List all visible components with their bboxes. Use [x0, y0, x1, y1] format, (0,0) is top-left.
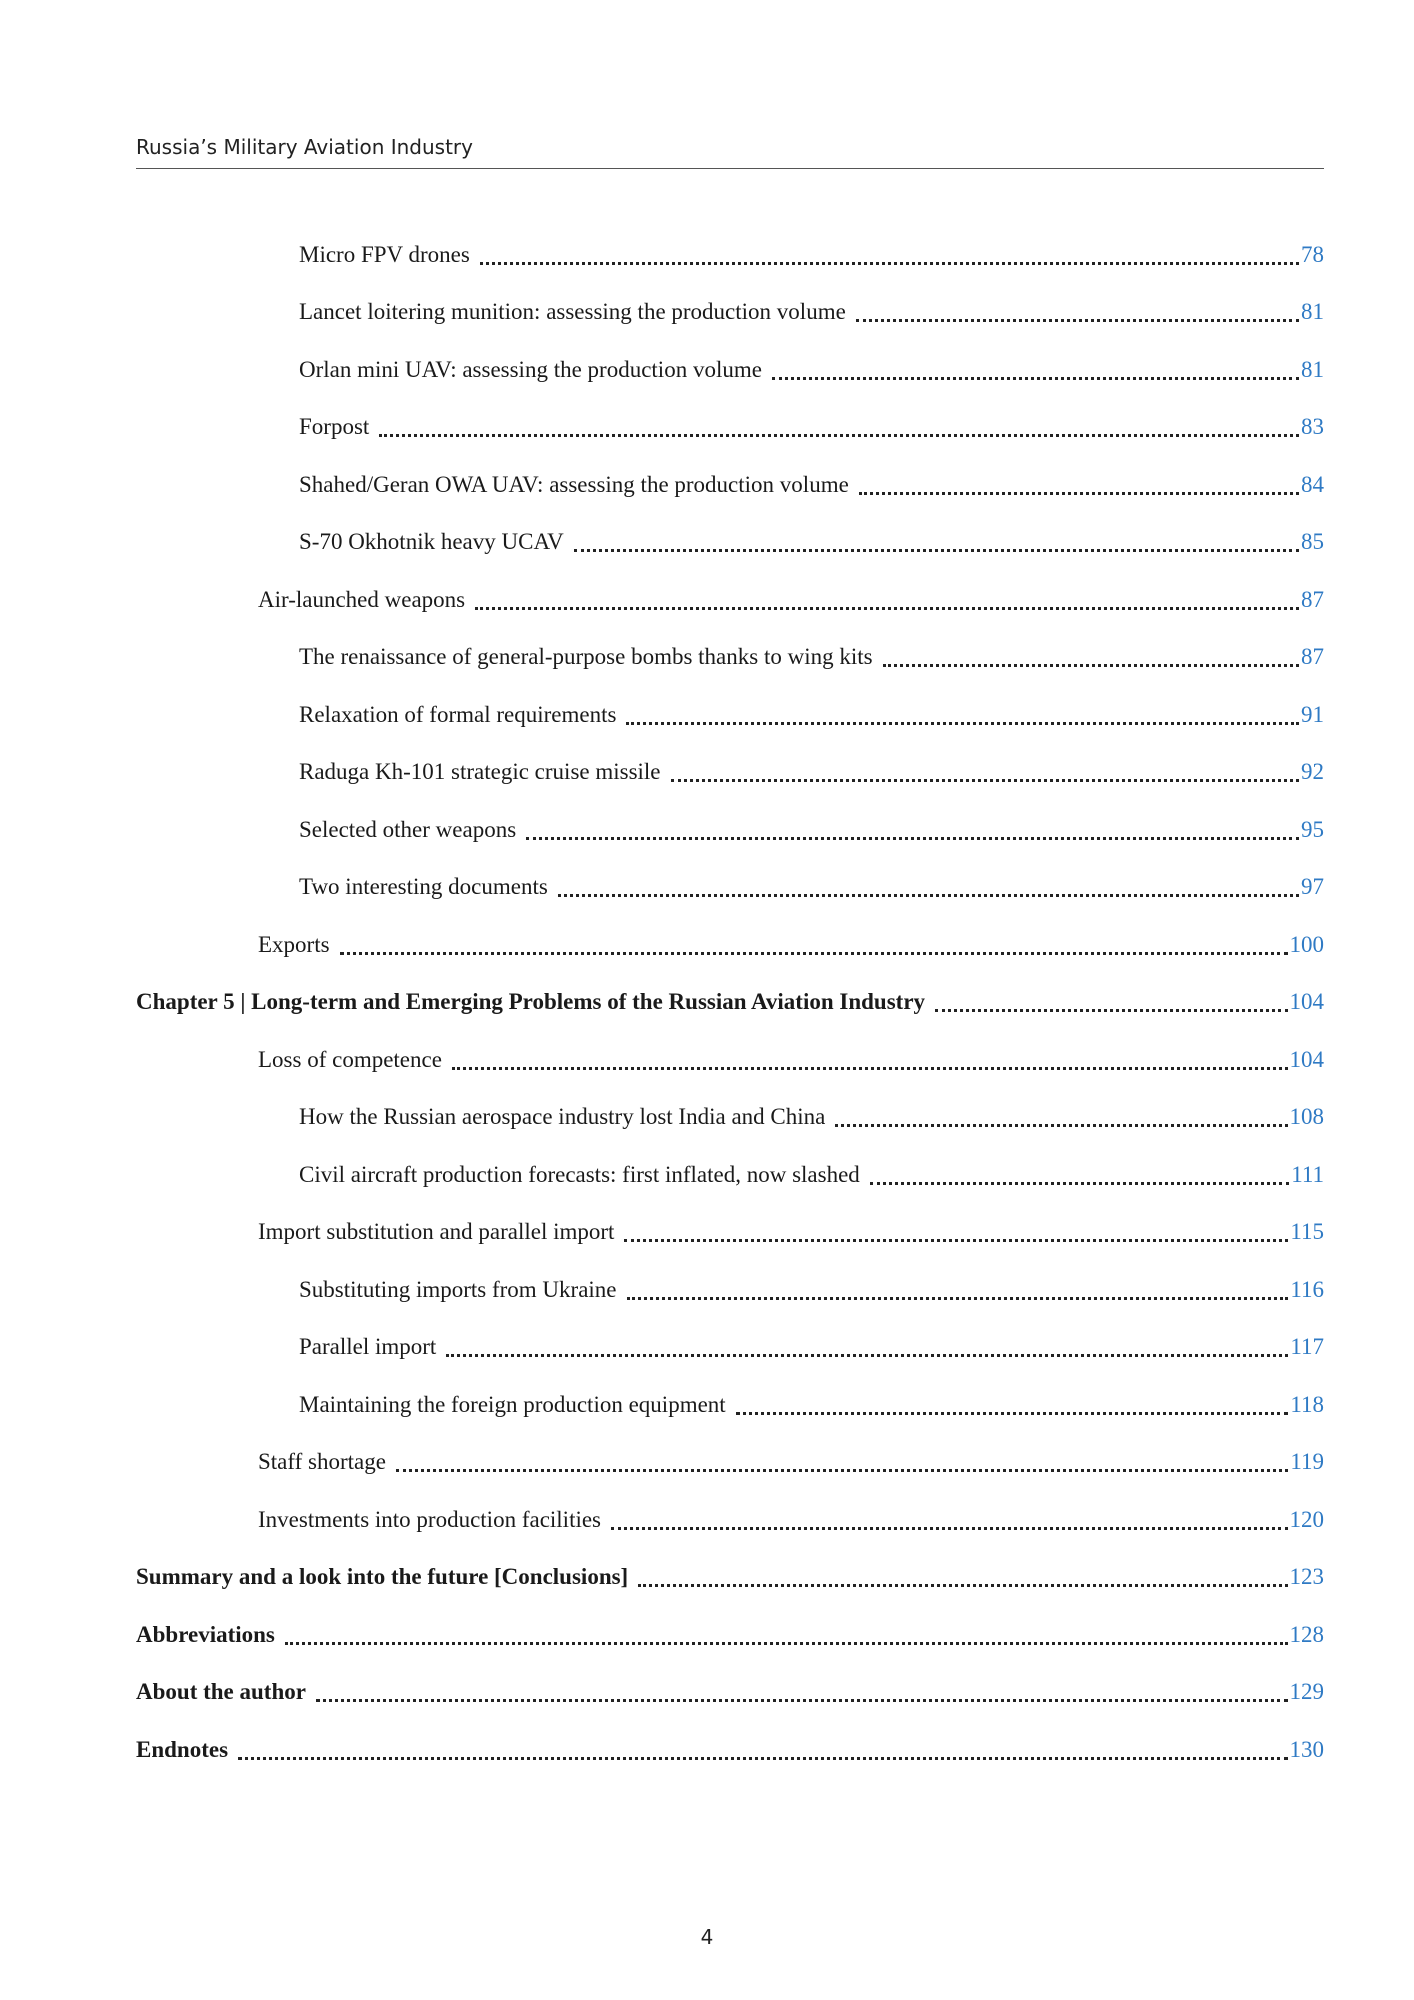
toc-entry-page-link[interactable]: 91 — [1301, 701, 1324, 727]
toc-entry-title: Summary and a look into the future [Conclusions] — [136, 1564, 629, 1590]
toc-entry-title: Substituting imports from Ukraine — [299, 1276, 617, 1302]
toc-entry[interactable] — [136, 341, 1324, 399]
toc-entry-page-link[interactable]: 129 — [1289, 1679, 1324, 1705]
toc-entry-page-link[interactable]: 108 — [1289, 1104, 1324, 1130]
toc-entry-page-link[interactable]: 115 — [1290, 1219, 1324, 1245]
toc-entry-page-link[interactable]: 85 — [1301, 529, 1324, 555]
dot-leader — [772, 376, 1299, 380]
toc-entry-page-link[interactable]: 95 — [1301, 816, 1324, 842]
dot-leader — [883, 663, 1299, 667]
toc-entry-title: Abbreviations — [136, 1621, 275, 1647]
toc-entry-title: About the author — [136, 1679, 306, 1705]
toc-entry[interactable] — [136, 744, 1324, 802]
toc-entry-title: Two interesting documents — [299, 874, 548, 900]
dot-leader — [574, 548, 1299, 552]
toc-entry[interactable] — [136, 399, 1324, 457]
dot-leader — [558, 893, 1299, 897]
toc-entry-title: Orlan mini UAV: assessing the production volume — [299, 356, 762, 382]
toc-entry-title: Lancet loitering munition: assessing the production volume — [299, 299, 846, 325]
dot-leader — [475, 606, 1299, 610]
toc-entry[interactable] — [136, 974, 1324, 1032]
toc-entry-title: Exports — [258, 931, 330, 957]
toc-entry-title: Staff shortage — [258, 1449, 386, 1475]
toc-entry-title: Relaxation of formal requirements — [299, 701, 617, 727]
toc-entry[interactable] — [136, 1376, 1324, 1434]
toc-entry-title: Selected other weapons — [299, 816, 517, 842]
dot-leader — [627, 1296, 1289, 1300]
toc-entry-page-link[interactable]: 92 — [1301, 759, 1324, 785]
dot-leader — [285, 1641, 1288, 1645]
toc-entry-page-link[interactable]: 83 — [1301, 414, 1324, 440]
toc-entry-title: Micro FPV drones — [299, 241, 470, 267]
toc-entry-title: How the Russian aerospace industry lost India and China — [299, 1104, 826, 1130]
toc-entry-title: Civil aircraft production forecasts: first inflated, now slashed — [299, 1161, 860, 1187]
dot-leader — [671, 778, 1299, 782]
toc-entry[interactable] — [136, 1204, 1324, 1262]
dot-leader — [935, 1008, 1287, 1012]
toc-entry-page-link[interactable]: 97 — [1301, 874, 1324, 900]
toc-entry[interactable] — [136, 514, 1324, 572]
toc-entry[interactable] — [136, 1664, 1324, 1722]
toc-entry-page-link[interactable]: 104 — [1289, 1046, 1324, 1072]
toc-entry-page-link[interactable]: 81 — [1301, 299, 1324, 325]
toc-entry-page-link[interactable]: 128 — [1289, 1621, 1324, 1647]
toc-entry-page-link[interactable]: 87 — [1301, 644, 1324, 670]
toc-entry[interactable] — [136, 1721, 1324, 1779]
toc-entry[interactable] — [136, 571, 1324, 629]
toc-entry[interactable] — [136, 1549, 1324, 1607]
toc-entry-page-link[interactable]: 81 — [1301, 356, 1324, 382]
dot-leader — [736, 1411, 1289, 1415]
toc-entry[interactable] — [136, 916, 1324, 974]
toc-entry-title: Chapter 5 | Long-term and Emerging Problems of the Russian Aviation Industry — [136, 989, 926, 1015]
dot-leader — [238, 1756, 1287, 1760]
dot-leader — [379, 433, 1299, 437]
toc-entry[interactable] — [136, 1434, 1324, 1492]
toc-entry-page-link[interactable]: 130 — [1289, 1736, 1324, 1762]
dot-leader — [526, 836, 1299, 840]
toc-entry-title: Raduga Kh-101 strategic cruise missile — [299, 759, 661, 785]
toc-entry-page-link[interactable]: 120 — [1289, 1506, 1324, 1532]
toc-entry-title: Import substitution and parallel import — [258, 1219, 615, 1245]
page-number: 4 — [700, 1925, 714, 1949]
toc-entry-page-link[interactable]: 111 — [1291, 1161, 1324, 1187]
toc-entry[interactable] — [136, 859, 1324, 917]
dot-leader — [452, 1066, 1288, 1070]
toc-entry-page-link[interactable]: 104 — [1289, 989, 1324, 1015]
dot-leader — [856, 318, 1299, 322]
toc-entry[interactable] — [136, 1261, 1324, 1319]
dot-leader — [396, 1468, 1288, 1472]
toc-entry-page-link[interactable]: 84 — [1301, 471, 1324, 497]
toc-entry-title: Investments into production facilities — [258, 1506, 602, 1532]
toc-entry[interactable] — [136, 801, 1324, 859]
toc-entry-title: Air-launched weapons — [258, 586, 466, 612]
dot-leader — [638, 1583, 1287, 1587]
toc-entry[interactable] — [136, 1089, 1324, 1147]
dot-leader — [340, 951, 1288, 955]
toc-entry[interactable] — [136, 284, 1324, 342]
dot-leader — [859, 491, 1299, 495]
toc-entry[interactable] — [136, 1031, 1324, 1089]
dot-leader — [626, 721, 1299, 725]
toc-entry-title: Maintaining the foreign production equipment — [299, 1391, 726, 1417]
toc-entry-page-link[interactable]: 78 — [1301, 241, 1324, 267]
dot-leader — [611, 1526, 1287, 1530]
toc-entry[interactable] — [136, 686, 1324, 744]
toc-entry-title: Forpost — [299, 414, 370, 440]
toc-entry[interactable] — [136, 1606, 1324, 1664]
dot-leader — [624, 1238, 1288, 1242]
dot-leader — [446, 1353, 1288, 1357]
dot-leader — [316, 1698, 1288, 1702]
table-of-contents — [136, 226, 1324, 1779]
toc-entry-page-link[interactable]: 116 — [1290, 1276, 1324, 1302]
toc-entry-title: Endnotes — [136, 1736, 229, 1762]
toc-entry[interactable] — [136, 1319, 1324, 1377]
toc-entry-title: Shahed/Geran OWA UAV: assessing the production volume — [299, 471, 849, 497]
toc-entry-title: S-70 Okhotnik heavy UCAV — [299, 529, 564, 555]
toc-entry[interactable] — [136, 1491, 1324, 1549]
toc-entry-page-link[interactable]: 87 — [1301, 586, 1324, 612]
toc-entry[interactable] — [136, 226, 1324, 284]
header-divider — [136, 168, 1324, 169]
toc-entry-title: Parallel import — [299, 1334, 437, 1360]
toc-entry[interactable] — [136, 456, 1324, 514]
toc-entry-page-link[interactable]: 118 — [1290, 1391, 1324, 1417]
toc-entry-page-link[interactable]: 123 — [1289, 1564, 1324, 1590]
toc-entry-title: Loss of competence — [258, 1046, 442, 1072]
running-header: Russia’s Military Aviation Industry — [136, 135, 473, 159]
toc-entry-page-link[interactable]: 100 — [1289, 931, 1324, 957]
toc-entry[interactable] — [136, 629, 1324, 687]
dot-leader — [835, 1123, 1287, 1127]
toc-entry-title: The renaissance of general-purpose bombs thanks to wing kits — [299, 644, 873, 670]
dot-leader — [480, 261, 1299, 265]
toc-entry-page-link[interactable]: 117 — [1290, 1334, 1324, 1360]
dot-leader — [870, 1181, 1289, 1185]
toc-entry-page-link[interactable]: 119 — [1290, 1449, 1324, 1475]
toc-entry[interactable] — [136, 1146, 1324, 1204]
